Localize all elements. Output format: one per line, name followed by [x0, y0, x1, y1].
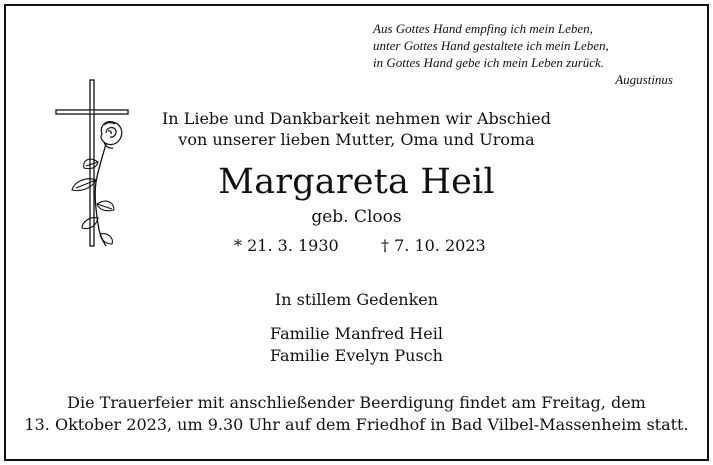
birth-date: * 21. 3. 1930 [234, 236, 339, 255]
family-list [0, 323, 713, 367]
deceased-name: Margareta Heil [218, 162, 495, 202]
ceremony-line-1: Die Trauerfeier mit anschließender Beerdigung findet am Freitag, dem [67, 393, 646, 412]
intro-line-1: In Liebe und Dankbarkeit nehmen wir Abschied [161, 109, 551, 128]
death-date: † 7. 10. 2023 [381, 236, 486, 255]
mourning-heading: In stillem Gedenken [274, 290, 439, 309]
intro-line-2: von unserer lieben Mutter, Oma und Uroma [178, 130, 535, 149]
ceremony-notice [0, 392, 713, 436]
family-entry-1: Familie Manfred Heil [270, 324, 443, 343]
farewell-intro [0, 108, 713, 150]
birth-name: geb. Cloos [311, 207, 402, 227]
quote-line-2: unter Gottes Hand gestaltete ich mein Leben, [373, 38, 609, 53]
bible-quote [373, 20, 673, 88]
quote-line-1: Aus Gottes Hand empfing ich mein Leben, [373, 21, 593, 36]
quote-author: Augustinus [615, 72, 673, 87]
quote-line-3: in Gottes Hand gebe ich mein Leben zurück. [373, 55, 605, 70]
family-entry-2: Familie Evelyn Pusch [270, 346, 443, 365]
ceremony-line-2: 13. Oktober 2023, um 9.30 Uhr auf dem Friedhof in Bad Vilbel-Massenheim statt. [24, 415, 689, 434]
